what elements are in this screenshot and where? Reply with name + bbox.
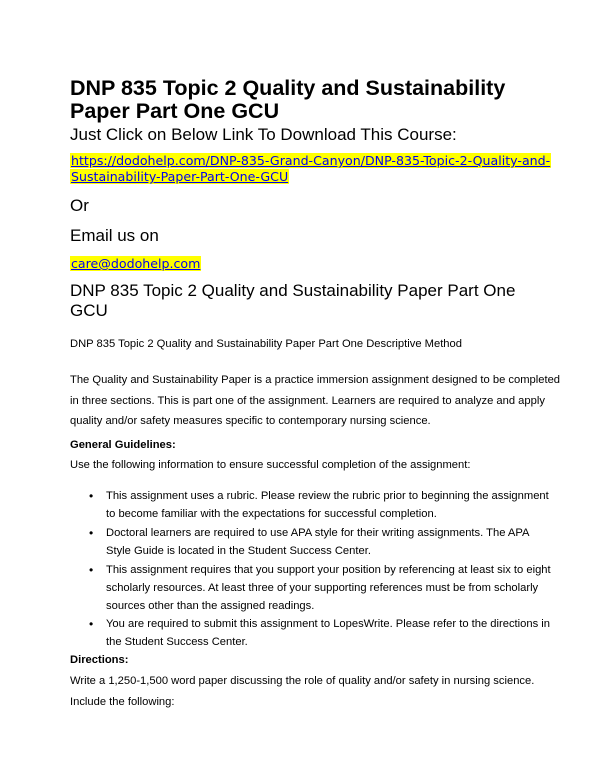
document-title-line-2: Paper Part One GCU [70, 99, 280, 123]
download-instruction: Just Click on Below Link To Download This Course: [70, 125, 457, 144]
email-us-text: Email us on [70, 226, 159, 245]
section-heading-line-1: DNP 835 Topic 2 Quality and Sustainability Paper Part One [70, 281, 516, 300]
descriptive-method-text: DNP 835 Topic 2 Quality and Sustainability Paper Part One Descriptive Method [70, 338, 462, 350]
email-link[interactable]: care@dodohelp.com [71, 256, 201, 271]
list-item-line: You are required to submit this assignment to LopesWrite. Please refer to the directions in [106, 618, 551, 630]
course-download-link-line-1[interactable]: https://dodohelp.com/DNP-835-Grand-Canyon/DNP-835-Topic-2-Quality-and- [71, 153, 551, 168]
list-item-line: scholarly resources. At least three of your supporting references must be from scholarly [106, 582, 539, 594]
section-heading-line-2: GCU [70, 301, 108, 320]
course-download-link-line-2[interactable]: Sustainability-Paper-Part-One-GCU [71, 169, 289, 184]
or-text: Or [70, 196, 89, 215]
bullet-marker: • [89, 563, 94, 577]
intro-paragraph-line-1: The Quality and Sustainability Paper is a practice immersion assignment designed to be completed [70, 374, 561, 386]
directions-line-2: Include the following: [70, 696, 175, 708]
directions-heading: Directions: [70, 654, 129, 666]
general-guidelines-text: Use the following information to ensure successful completion of the assignment: [70, 459, 471, 471]
list-item-line: the Student Success Center. [106, 636, 248, 648]
list-item-line: Doctoral learners are required to use APA style for their writing assignments. The APA [106, 527, 530, 539]
directions-line-1: Write a 1,250-1,500 word paper discussing the role of quality and/or safety in nursing science. [70, 675, 535, 687]
list-item-line: This assignment uses a rubric. Please review the rubric prior to beginning the assignment [106, 490, 549, 502]
bullet-marker: • [89, 526, 94, 540]
list-item-line: to become familiar with the expectations for successful completion. [106, 508, 437, 520]
general-guidelines-heading: General Guidelines: [70, 439, 176, 451]
document-title-line-1: DNP 835 Topic 2 Quality and Sustainability [70, 76, 506, 100]
bullet-marker: • [89, 617, 94, 631]
list-item-line: Style Guide is located in the Student Success Center. [106, 545, 371, 557]
intro-paragraph-line-2: in three sections. This is part one of the assignment. Learners are required to analyze and apply [70, 395, 545, 407]
intro-paragraph-line-3: quality and/or safety measures specific to contemporary nursing science. [70, 415, 431, 427]
list-item-line: This assignment requires that you support your position by referencing at least six to eight [106, 564, 551, 576]
list-item-line: sources other than the assigned readings. [106, 600, 315, 612]
bullet-marker: • [89, 489, 94, 503]
